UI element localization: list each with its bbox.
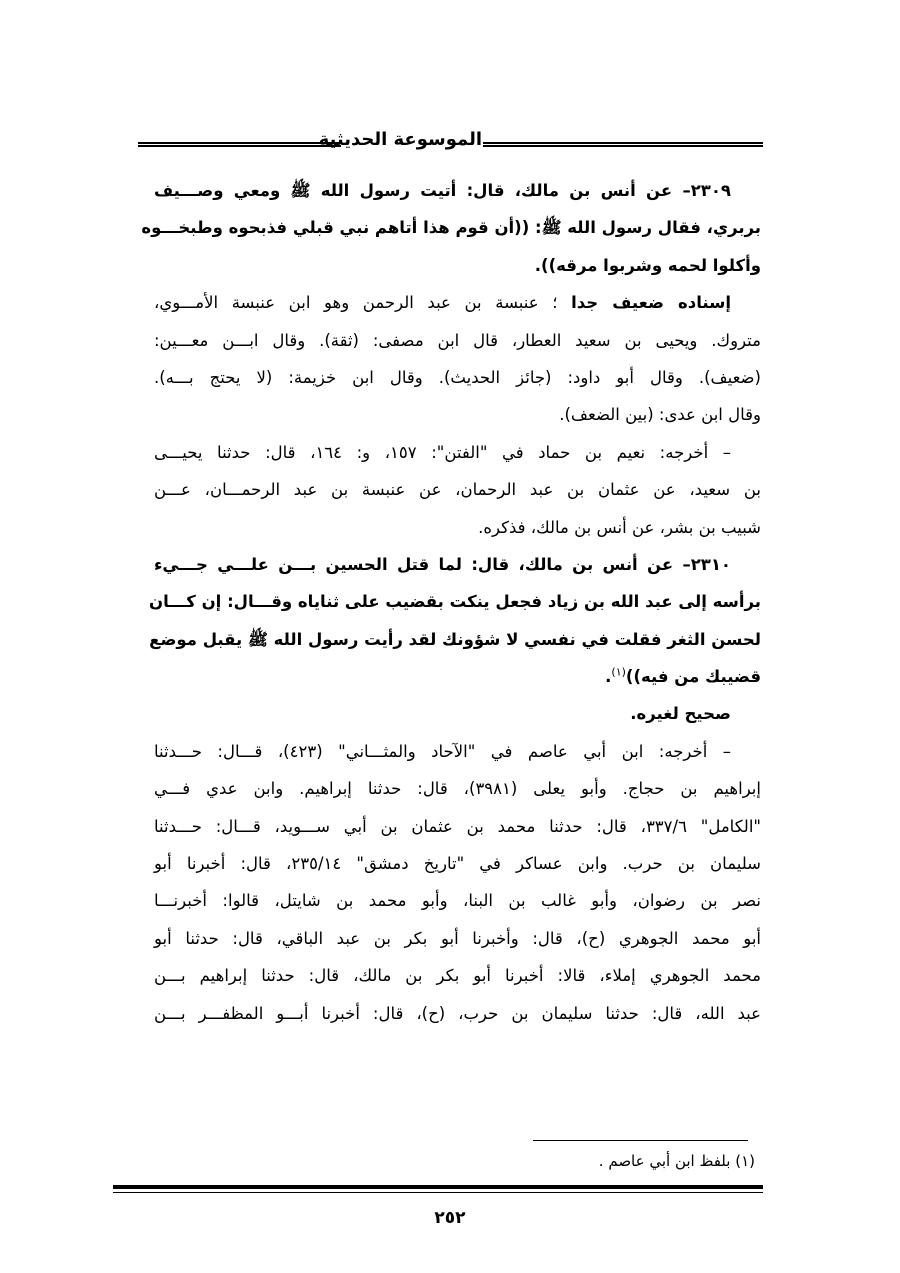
hadith-2309-line-3: وأكلوا لحمه وشربوا مرقه)). <box>534 255 761 275</box>
takhrij-1-line-3: شبيب بن بشر، عن أنس بن مالك، فذكره. <box>478 517 761 537</box>
page-body <box>141 172 762 1032</box>
hadith-2310-line-4-end: . <box>605 667 612 687</box>
takhrij-2-line-3: "الكامل" ٣٣٧/٦، قال: حدثنا محمد بن عثمان بن أبي ســـويد، قـــال: حـــدثنا <box>154 816 762 836</box>
footnote-separator <box>533 1140 748 1141</box>
hadith-2310-line-3: لحسن الثغر فقلت في نفسي لا شؤونك لقد رأيت رسول الله ﷺ يقبل موضع <box>149 629 761 649</box>
takhrij-2-line-5: نصر بن رضوان، وأبو غالب بن البنا، وأبو محمد بن شايتل، قالوا: أخبرنـــا <box>154 891 761 911</box>
grade-1-line-4: وقال ابن عدى: (بين الضعف). <box>559 405 761 425</box>
hadith-2310-line-4-text: قضيبك من فيه)) <box>625 667 761 687</box>
takhrij-2-line-4: سليمان بن حرب. وابن عساكر في "تاريخ دمشق" ٢٣٥/١٤، قال: أخبرنا أبو <box>154 854 761 874</box>
footnote-1: (١) بلفظ ابن أبي عاصم . <box>598 1152 755 1170</box>
takhrij-2-line-6: أبو محمد الجوهري (ح)، قال: وأخبرنا أبو بكر بن عبد الباقي، قال: حدثنا أبو <box>154 928 761 948</box>
header-title: الموسوعة الحديثية <box>318 129 482 150</box>
hadith-2310-line-4 <box>154 658 761 695</box>
grade-2-label: صحيح لغيره. <box>630 704 731 724</box>
header-rule-left <box>138 142 341 147</box>
grade-1-line-1 <box>154 284 761 321</box>
takhrij-1-line-2: بن سعيد، عن عثمان بن عبد الرحمان، عن عنبسة بن عبد الرحمـــان، عـــن <box>154 480 761 500</box>
grade-1-line-2: متروك. ويحيى بن سعيد العطار، قال ابن مصفى: (ثقة). وقال ابـــن معـــين: <box>154 330 761 350</box>
takhrij-2-line-2: إبراهيم بن حجاج. وأبو يعلى (٣٩٨١)، قال: حدثنا إبراهيم. وابن عدي فـــي <box>154 779 761 799</box>
header-rule-right <box>483 142 763 147</box>
grade-1-line-3: (ضعيف). وقال أبو داود: (جائز الحديث). وقال ابن خزيمة: (لا يحتج بـــه). <box>154 367 761 387</box>
takhrij-2-line-1: – أخرجه: ابن أبي عاصم في "الآحاد والمثـــاني" (٤٢٣)، قـــال: حـــدثنا <box>154 741 731 761</box>
footer-rule-thin <box>113 1192 763 1193</box>
takhrij-2-line-7: محمد الجوهري إملاء، قالا: أخبرنا أبو بكر بن مالك، قال: حدثنا إبراهيم بـــن <box>154 966 761 986</box>
running-header <box>138 123 763 163</box>
grade-1-text: ؛ عنبسة بن عبد الرحمن وهو ابن عنبسة الأمـــوي، <box>154 293 572 313</box>
hadith-2310-line-2: برأسه إلى عبد الله بن زياد فجعل ينكت بقضيب على ثناياه وقـــال: إن كـــان <box>149 592 761 612</box>
takhrij-1-line-1: – أخرجه: نعيم بن حماد في "الفتن": ١٥٧، و: ١٦٤، قال: حدثنا يحيـــى <box>154 442 731 462</box>
takhrij-2-line-8: عبد الله، قال: حدثنا سليمان بن حرب، (ح)، قال: أخبرنا أبـــو المظفـــر بـــن <box>154 1003 761 1023</box>
hadith-2310-line-1: ٢٣١٠– عن أنس بن مالك، قال: لما قتل الحسين بـــن علـــي جـــيء <box>154 554 731 574</box>
page-number: ٢٥٢ <box>434 1208 466 1228</box>
grade-1-label: إسناده ضعيف جدا <box>571 293 732 313</box>
hadith-2309-line-1: ٢٣٠٩– عن أنس بن مالك، قال: أتيت رسول الله ﷺ ومعي وصـــيف <box>154 181 731 200</box>
footer-rule-thick <box>113 1185 763 1189</box>
hadith-2309-line-2: بربري، فقال رسول الله ﷺ: ((أن قوم هذا أتاهم نبي قبلي فذبحوه وطبخـــوه <box>141 218 761 238</box>
footnote-ref: (١) <box>611 665 626 679</box>
footer-rules <box>113 1185 763 1193</box>
